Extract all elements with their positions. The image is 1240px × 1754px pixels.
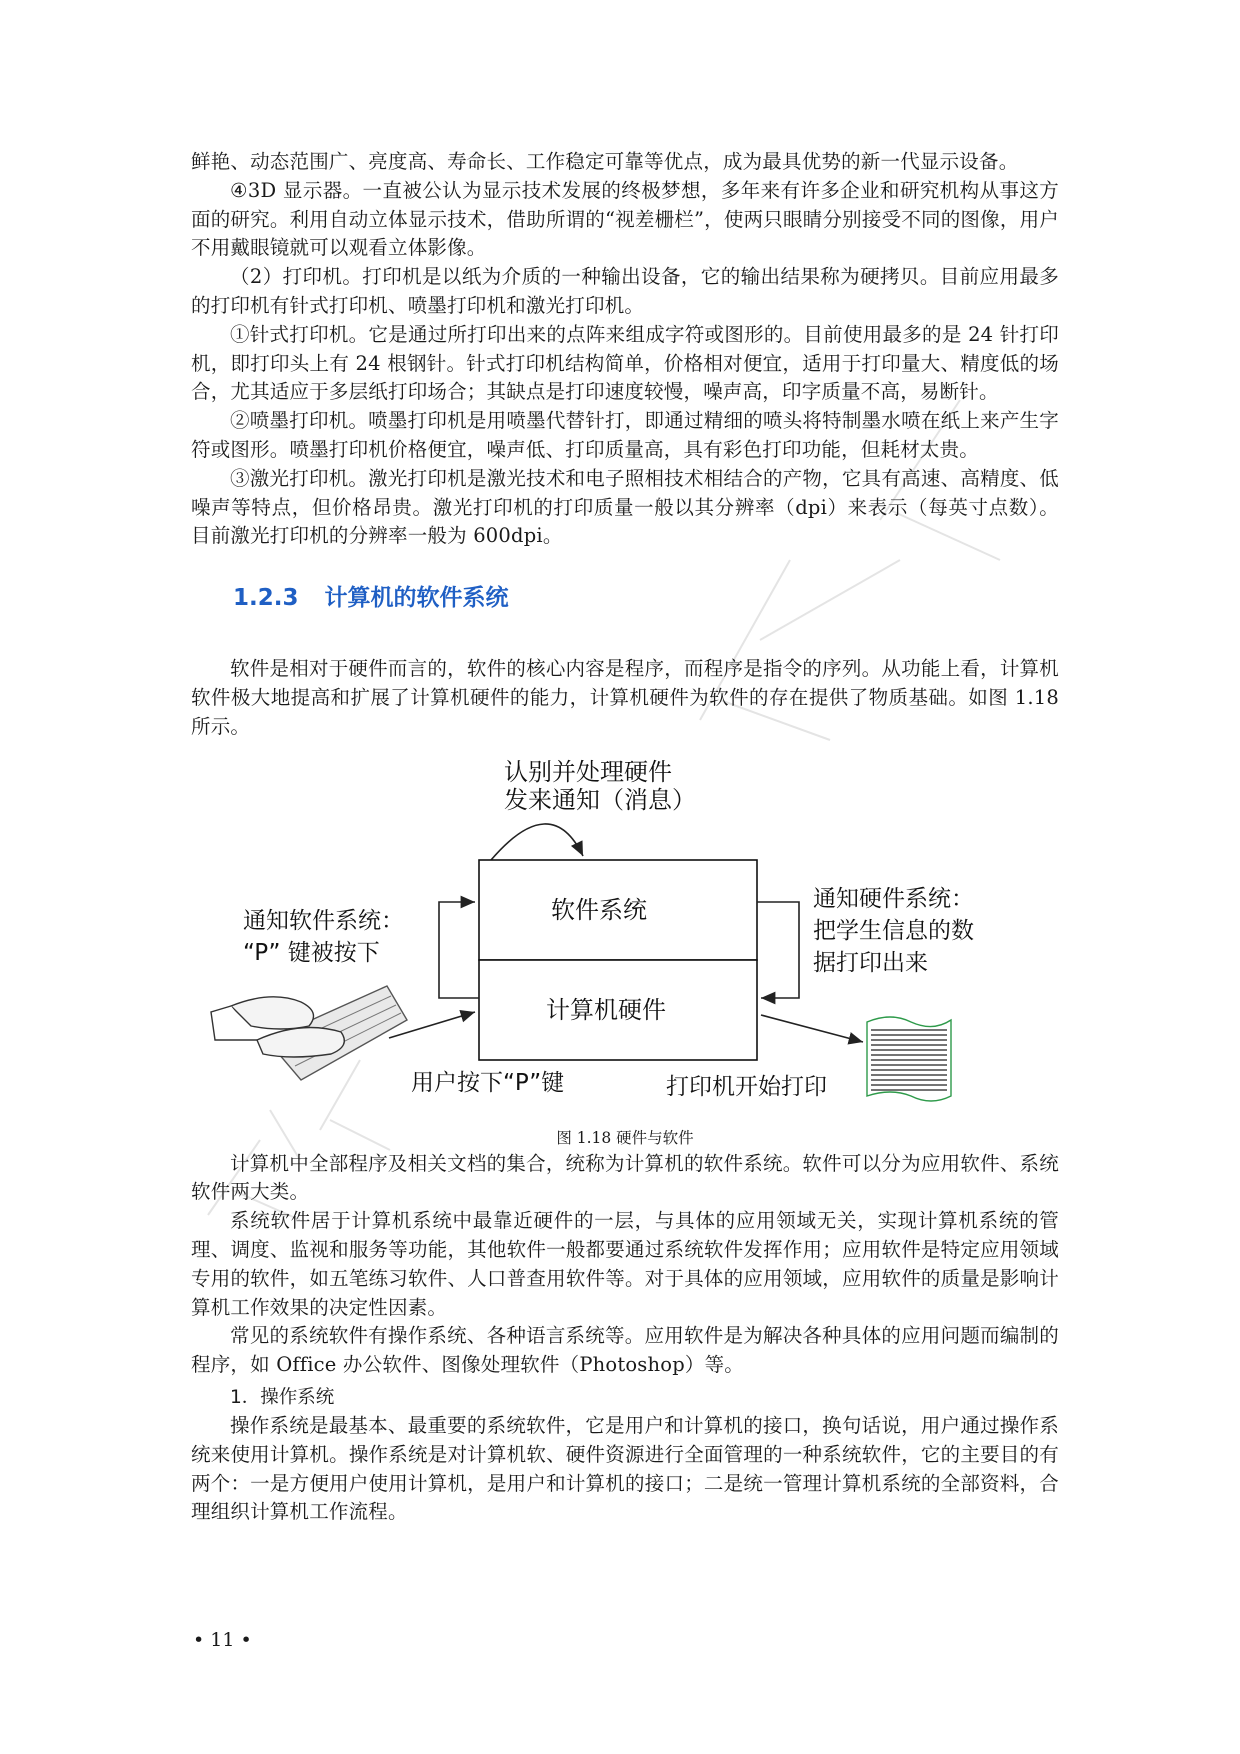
hardware-box-label: 计算机硬件 bbox=[546, 995, 666, 1024]
figure-hardware-software bbox=[191, 750, 1059, 1120]
page-number: • 11 • bbox=[193, 1629, 252, 1651]
right-label-line2: 把学生信息的数 bbox=[813, 917, 974, 944]
paragraph: ④3D 显示器。一直被公认为显示技术发展的终极梦想，多年来有许多企业和研究机构从事这方面的研究。利用自动立体显示技术，借助所谓的“视差栅栏”，使两只眼睛分别接受不同的图像，用户不用戴眼镜就可以观看立体影像。 bbox=[191, 178, 1059, 260]
spacer bbox=[191, 615, 1059, 655]
keyboard-with-hands-icon bbox=[211, 986, 407, 1080]
printer-output-icon bbox=[867, 1017, 951, 1101]
left-feedback-arrow bbox=[439, 902, 479, 998]
bottom-left-label: 用户按下“P”键 bbox=[411, 1069, 565, 1096]
left-label-line1: 通知软件系统： bbox=[243, 907, 404, 934]
bottom-right-label: 打印机开始打印 bbox=[666, 1073, 827, 1100]
right-feedback-arrow bbox=[757, 902, 799, 998]
top-label-line1: 认别并处理硬件 bbox=[504, 757, 672, 786]
section-title: 计算机的软件系统 bbox=[324, 585, 509, 612]
diagram bbox=[191, 750, 1059, 1120]
section-number: 1.2.3 bbox=[233, 585, 299, 612]
os-paragraph: 操作系统是最基本、最重要的系统软件，它是用户和计算机的接口，换句话说，用户通过操作系统来使用计算机。操作系统是对计算机软、硬件资源进行全面管理的一种系统软件，它的主要目的有两个：一是方便用户使用计算机，是用户和计算机的接口；二是统一管理计算机系统的全部资料，合理组织计算机工作流程。 bbox=[191, 1413, 1059, 1524]
paragraph: 系统软件居于计算机系统中最靠近硬件的一层，与具体的应用领域无关，实现计算机系统的管理、调度、监视和服务等功能，其他软件一般都要通过系统软件发挥作用；应用软件是特定应用领域专用的软件，如五笔练习软件、人口普查用软件等。对于具体的应用领域，应用软件的质量是影响计算机工作效果的决定性因素。 bbox=[191, 1209, 1059, 1319]
right-label-line3: 据打印出来 bbox=[813, 949, 928, 976]
content-column bbox=[191, 148, 1059, 1527]
intro-paragraph: 软件是相对于硬件而言的，软件的核心内容是程序，而程序是指令的序列。从功能上看，计算机软件极大地提高和扩展了计算机硬件的能力，计算机硬件为软件的存在提供了物质基础。如图 1.18 所示。 bbox=[191, 657, 1059, 738]
paragraph: ①针式打印机。它是通过所打印出来的点阵来组成字符或图形的。目前使用最多的是 24 针打印机，即打印头上有 24 根钢针。针式打印机结构简单，价格相对便宜，适用于打印量大、精度低的场合，尤其适应于多层纸打印场合；其缺点是打印速度较慢，噪声高，印字质量不高，易断针。 bbox=[191, 322, 1059, 404]
paragraph: 常见的系统软件有操作系统、各种语言系统等。应用软件是为解决各种具体的应用问题而编制的程序，如 Office 办公软件、图像处理软件（Photoshop）等。 bbox=[191, 1324, 1059, 1377]
right-label-line1: 通知硬件系统： bbox=[813, 885, 974, 912]
printer-arrow bbox=[761, 1015, 863, 1042]
figure-caption: 图 1.18 硬件与软件 bbox=[556, 1128, 694, 1147]
subsection-heading: 1．操作系统 bbox=[230, 1386, 335, 1408]
top-label-line2: 发来通知（消息） bbox=[504, 785, 696, 814]
software-box-label: 软件系统 bbox=[551, 895, 647, 924]
paragraph: ③激光打印机。激光打印机是激光技术和电子照相技术相结合的产物，它具有高速、高精度、低噪声等特点，但价格昂贵。激光打印机的打印质量一般以其分辨率（dpi）来表示（每英寸点数）。目前激光打印机的分辨率一般为 600dpi。 bbox=[191, 466, 1059, 548]
section-heading bbox=[233, 581, 1059, 615]
paragraph: （2）打印机。打印机是以纸为介质的一种输出设备，它的输出结果称为硬拷贝。目前应用最多的打印机有针式打印机、喷墨打印机和激光打印机。 bbox=[191, 265, 1059, 317]
paragraph: 计算机中全部程序及相关文档的集合，统称为计算机的软件系统。软件可以分为应用软件、系统软件两大类。 bbox=[191, 1151, 1059, 1204]
paragraph: ②喷墨打印机。喷墨打印机是用喷墨代替针打，即通过精细的喷头将特制墨水喷在纸上来产生字符或图形。喷墨打印机价格便宜，噪声低、打印质量高，具有彩色打印功能，但耗材太贵。 bbox=[191, 409, 1059, 461]
loop-arrow bbox=[491, 824, 583, 860]
left-label-line2: “P” 键被按下 bbox=[243, 939, 380, 966]
paragraph: 鲜艳、动态范围广、亮度高、寿命长、工作稳定可靠等优点，成为最具优势的新一代显示设备。 bbox=[191, 150, 1019, 173]
